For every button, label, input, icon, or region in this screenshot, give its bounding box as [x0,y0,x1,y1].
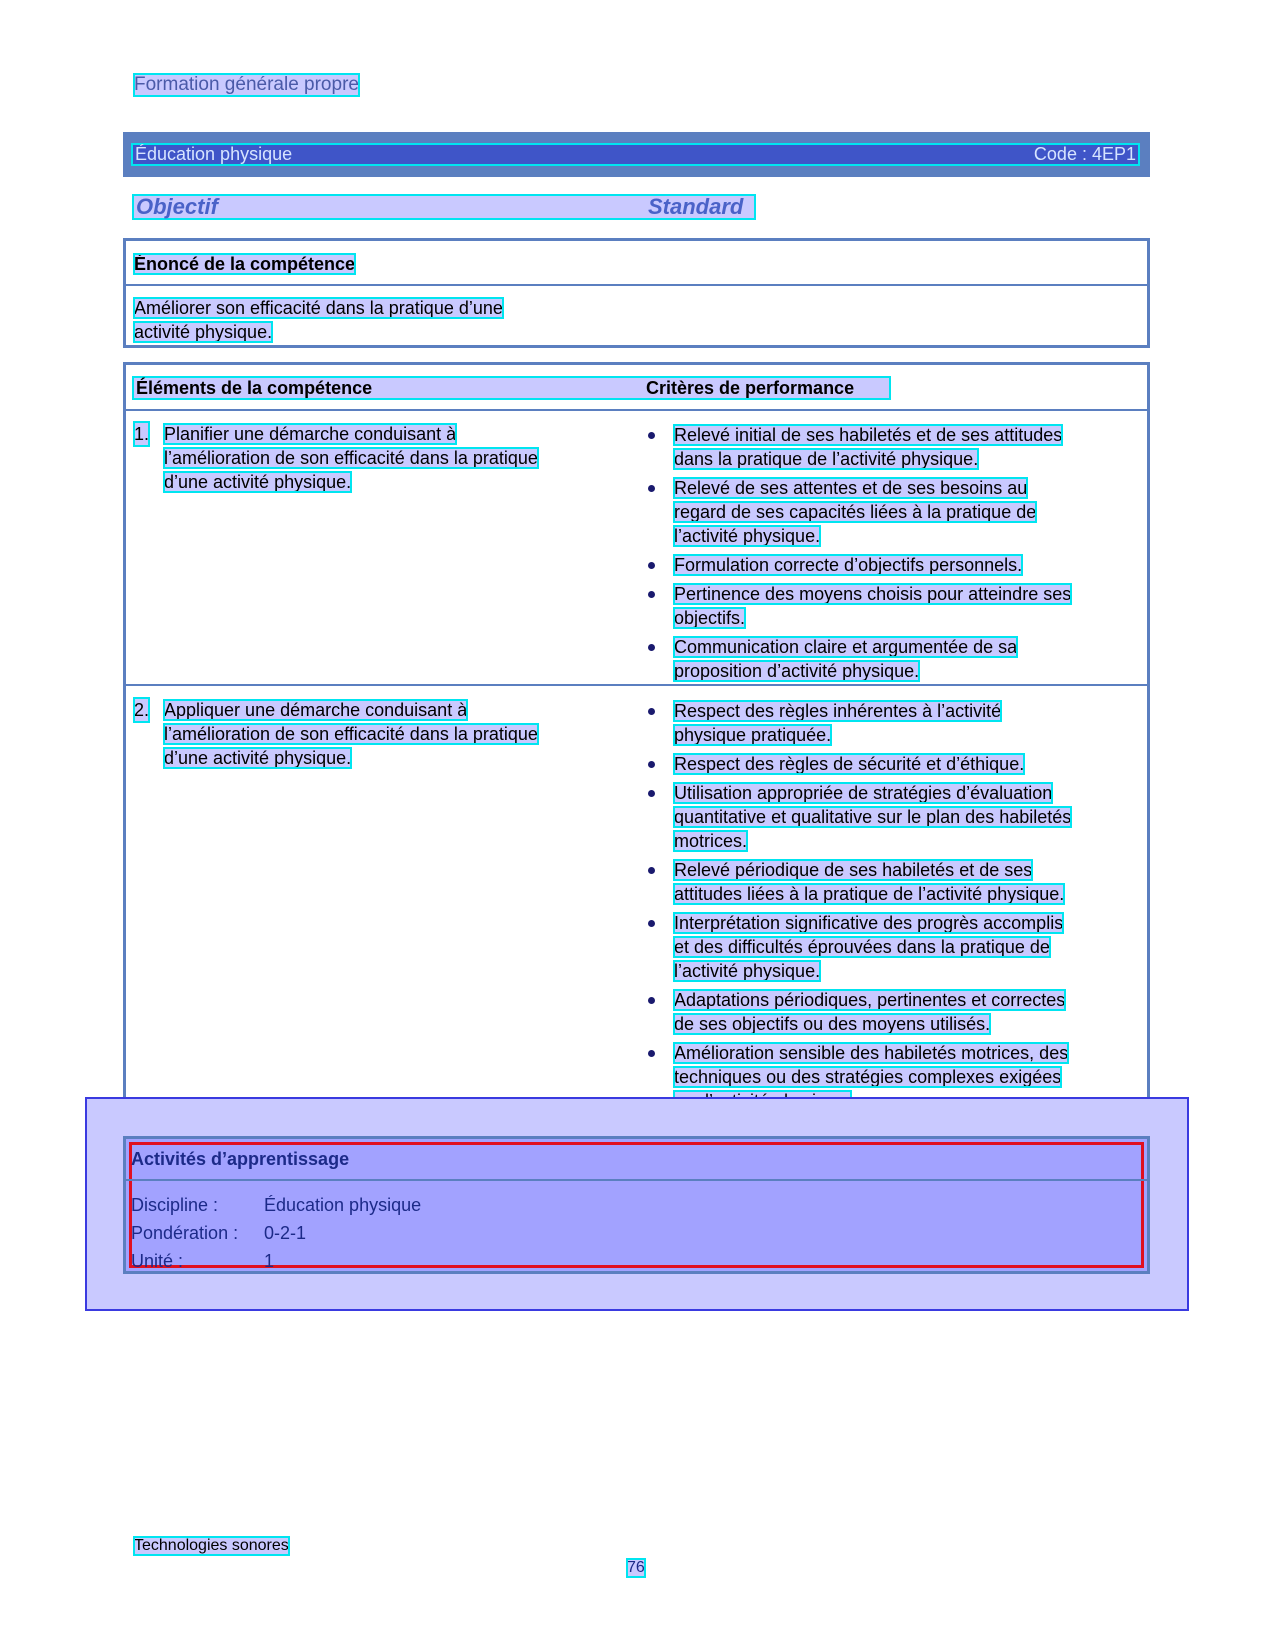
criterion-line: attitudes liées à la pratique de l’activité physique. [674,884,1065,904]
bullet-icon [648,1050,655,1057]
criterion-item [646,752,1136,776]
course-band [123,132,1150,177]
competence-statement-title: Énoncé de la compétence [134,254,356,274]
element-line: Planifier une démarche conduisant à [164,424,457,444]
criterion-item [646,582,1136,630]
column-header-criteria: Critères de performance [646,378,855,398]
weighting-row [131,1223,306,1243]
element-line: l’amélioration de son efficacité dans la pratique [164,448,538,468]
bullet-icon [648,485,655,492]
element-line: Appliquer une démarche conduisant à [164,700,468,720]
criterion-line: quantitative et qualitative sur le plan des habiletés [674,807,1072,827]
column-header-elements: Éléments de la compétence [136,378,373,398]
bullet-icon [648,644,655,651]
page-number: 76 [627,1559,645,1576]
criterion-line: Pertinence des moyens choisis pour atteindre ses [674,584,1072,604]
criteria-list-1 [646,423,1136,688]
elements-table-header-bar [134,378,889,398]
discipline-label: Discipline : [131,1195,219,1215]
bullet-icon [648,920,655,927]
criterion-line: l’activité physique. [674,526,821,546]
criterion-line: et des difficultés éprouvées dans la pratique de [674,937,1050,957]
criterion-item [646,635,1136,683]
element-line: d’une activité physique. [164,472,352,492]
objective-label: Objectif [136,194,218,219]
statement-line: activité physique. [134,322,273,342]
course-band-inner [133,145,1138,164]
criterion-line: Relevé de ses attentes et de ses besoins au [674,478,1028,498]
learning-activities-box [123,1136,1150,1274]
criterion-item [646,553,1136,577]
element-number: 2. [134,700,150,720]
activities-header [126,1139,1147,1181]
element-line: l’amélioration de son efficacité dans la pratique [164,724,538,744]
weighting-label: Pondération : [131,1223,239,1243]
program-header: Formation générale propre [134,74,359,95]
criterion-line: proposition d’activité physique. [674,661,920,681]
criterion-line: de ses objectifs ou des moyens utilisés. [674,1014,991,1034]
bullet-icon [648,432,655,439]
elements-table-header [126,365,1147,411]
elements-table [123,362,1150,1118]
element-1 [134,422,604,494]
criteria-list-2 [646,699,1136,1118]
criterion-line: Utilisation appropriée de stratégies d’évaluation [674,783,1053,803]
criterion-line: Amélioration sensible des habiletés motrices, des [674,1043,1069,1063]
row-divider [126,684,1147,686]
criterion-line: Respect des règles de sécurité et d’éthique. [674,754,1025,774]
bullet-icon [648,708,655,715]
bullet-icon [648,562,655,569]
criterion-line: objectifs. [674,608,746,628]
competence-statement-box [123,238,1150,348]
criterion-line: Relevé initial de ses habiletés et de ses attitudes [674,425,1063,445]
objective-value: Standard [648,194,744,219]
element-line: d’une activité physique. [164,748,352,768]
statement-line: Améliorer son efficacité dans la pratique d’une [134,298,503,318]
course-title: Éducation physique [135,144,293,164]
footer-program-name: Technologies sonores [134,1537,289,1554]
criterion-line: techniques ou des stratégies complexes exigées [674,1067,1062,1087]
criterion-line: motrices. [674,831,748,851]
criterion-item [646,781,1136,853]
criterion-line: Interprétation significative des progrès accomplis [674,913,1064,933]
criterion-item [646,476,1136,548]
competence-statement-header [126,241,1147,286]
criterion-line: l’activité physique. [674,961,821,981]
element-2 [134,698,604,770]
discipline-row [131,1195,421,1215]
criterion-line: physique pratiquée. [674,725,832,745]
bullet-icon [648,790,655,797]
criterion-line: Adaptations périodiques, pertinentes et correctes [674,990,1066,1010]
bullet-icon [648,867,655,874]
bullet-icon [648,997,655,1004]
discipline-value: Éducation physique [264,1195,422,1215]
objective-bar [134,196,754,218]
criterion-item [646,988,1136,1036]
course-code: Code : 4EP1 [1033,144,1136,164]
unit-row [131,1251,274,1271]
competence-statement-text [134,296,558,344]
criterion-item [646,699,1136,747]
activities-title: Activités d’apprentissage [131,1149,350,1169]
criterion-line: Relevé périodique de ses habiletés et de ses [674,860,1033,880]
criterion-line: Communication claire et argumentée de sa [674,637,1018,657]
criterion-item [646,423,1136,471]
weighting-value: 0-2-1 [264,1223,307,1243]
bullet-icon [648,761,655,768]
bullet-icon [648,591,655,598]
criterion-line: Respect des règles inhérentes à l’activité [674,701,1002,721]
criterion-line: regard de ses capacités liées à la pratique de [674,502,1037,522]
criterion-item [646,858,1136,906]
criterion-line: dans la pratique de l’activité physique. [674,449,979,469]
criterion-item [646,911,1136,983]
criterion-line: Formulation correcte d’objectifs personnels. [674,555,1023,575]
unit-label: Unité : [131,1251,184,1271]
unit-value: 1 [264,1251,275,1271]
element-number: 1. [134,424,150,444]
